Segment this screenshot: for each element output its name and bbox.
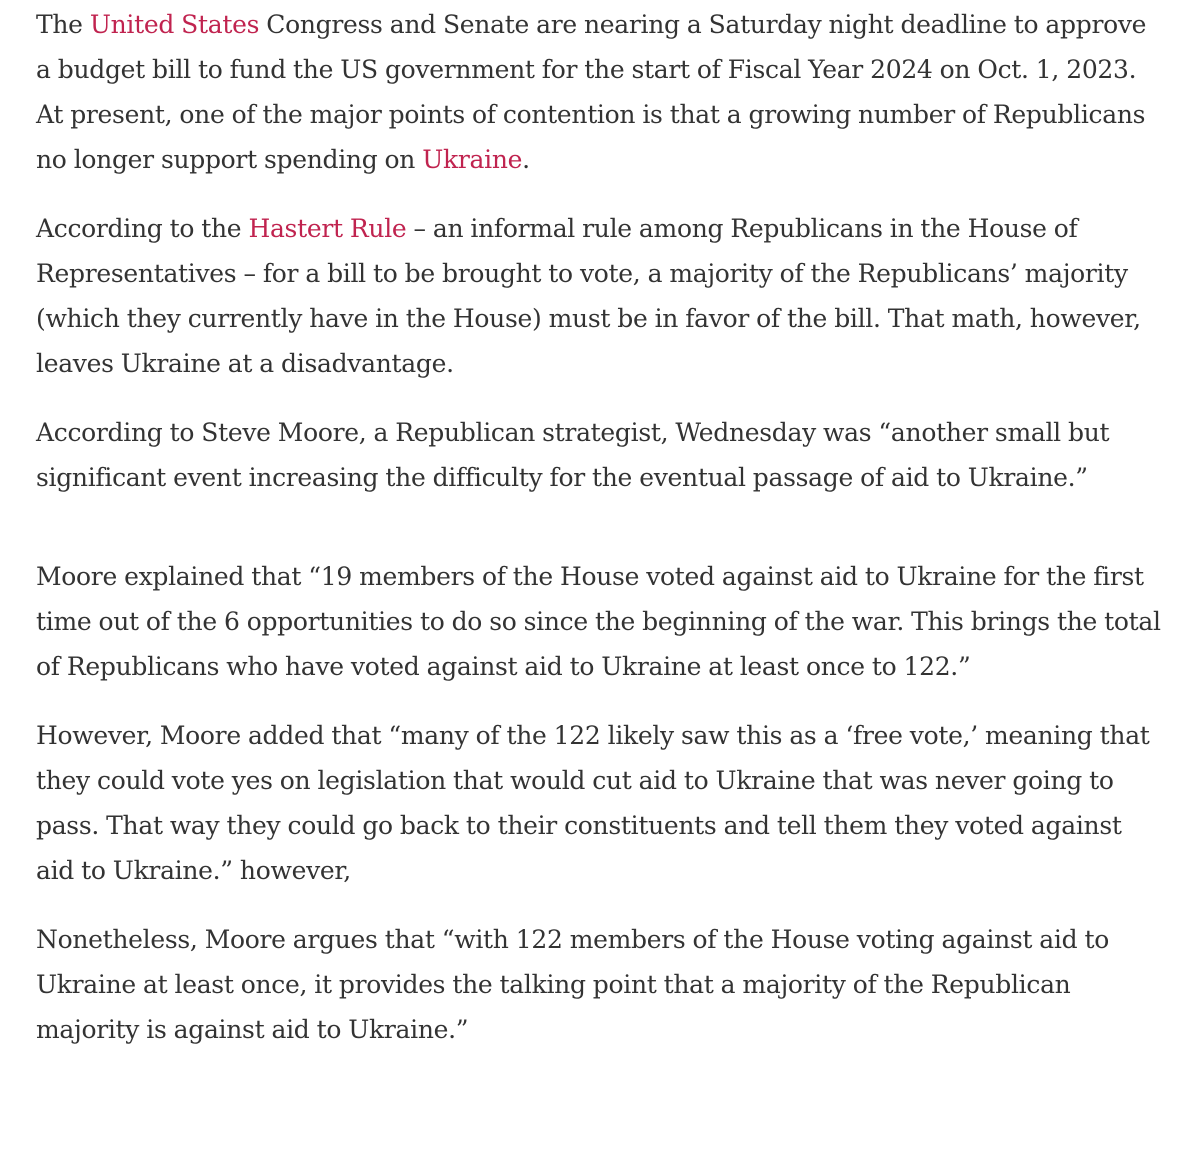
text-span: The xyxy=(36,10,90,39)
text-span: However, Moore added that “many of the 122 likely saw this as a ‘free vote,’ meaning that they could vote yes on legislation that would cut aid to Ukraine that was never going to pass. That way they could go back to their constituents and tell them they voted against aid to Ukraine.” however, xyxy=(36,721,1150,885)
link-hastert-rule[interactable]: Hastert Rule xyxy=(248,214,407,243)
article-body xyxy=(36,2,1166,1076)
paragraph-moore-explained xyxy=(36,554,1166,689)
link-ukraine[interactable]: Ukraine xyxy=(422,145,523,174)
paragraph-budget-deadline xyxy=(36,2,1166,182)
paragraph-hastert-rule xyxy=(36,206,1166,386)
text-span: – an informal rule among Republicans in the House of Representatives – for a bill to be brought to vote, a majority of the Republicans’ majority (which they currently have in the House) must be in favor of the bill. That math, however, leaves Ukraine at a disadvantage. xyxy=(36,214,1141,378)
text-span: Nonetheless, Moore argues that “with 122 members of the House voting against aid to Ukraine at least once, it provides the talking point that a majority of the Republican majority is against aid to Ukraine.” xyxy=(36,925,1109,1044)
paragraph-steve-moore xyxy=(36,410,1166,500)
paragraph-free-vote xyxy=(36,713,1166,893)
paragraph-nonetheless xyxy=(36,917,1166,1052)
link-united-states[interactable]: United States xyxy=(89,10,260,39)
text-span: Moore explained that “19 members of the House voted against aid to Ukraine for the first time out of the 6 opportunities to do so since the beginning of the war. This brings the total of Republicans who have voted against aid to Ukraine at least once to 122.” xyxy=(36,562,1161,681)
text-span: . xyxy=(522,145,530,174)
text-span: According to the xyxy=(36,214,249,243)
text-span: According to Steve Moore, a Republican strategist, Wednesday was “another small but significant event increasing the difficulty for the eventual passage of aid to Ukraine.” xyxy=(36,418,1110,492)
text-span: Congress and Senate are nearing a Saturday night deadline to approve a budget bill to fund the US government for the start of Fiscal Year 2024 on Oct. 1, 2023. At present, one of the major points of contention is that a growing number of Republicans no longer support spending on xyxy=(36,10,1147,174)
